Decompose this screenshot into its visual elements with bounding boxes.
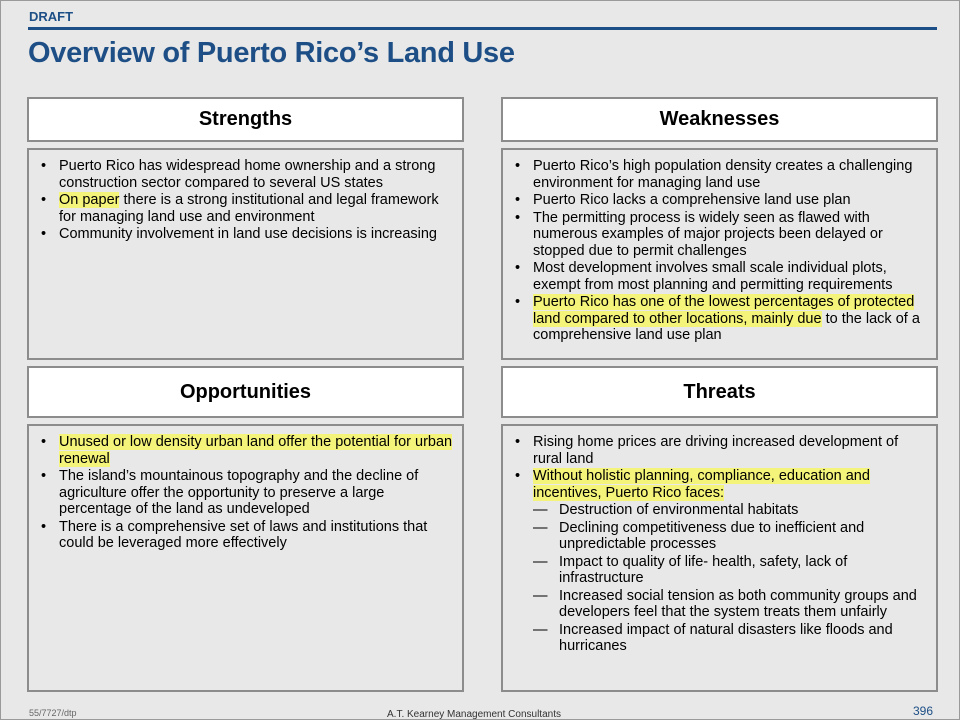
- sub-list-item: — Increased social tension as both community groups and developers feel that the system treats them unfairly: [533, 588, 928, 621]
- threats-sublist: [533, 502, 928, 655]
- highlighted-text: Puerto Rico has one of the lowest percentages of protected land compared to other locations, mainly due: [533, 294, 915, 327]
- list-item: [511, 468, 928, 655]
- weaknesses-heading: Weaknesses: [659, 108, 780, 130]
- list-item: • On paper there is a strong institutional and legal framework for managing land use and environment: [37, 192, 454, 225]
- list-item: • Puerto Rico’s high population density creates a challenging environment for managing land use: [511, 158, 928, 191]
- document-code: 55/7727/dtp: [29, 708, 77, 718]
- list-item: • Community involvement in land use decisions is increasing: [37, 226, 454, 243]
- firm-name: A.T. Kearney Management Consultants: [387, 709, 561, 720]
- list-item: • Most development involves small scale individual plots, exempt from most planning and permitting requirements: [511, 260, 928, 293]
- highlighted-text: Unused or low density urban land offer the potential for urban renewal: [59, 434, 453, 467]
- opportunities-panel: [27, 424, 464, 692]
- highlighted-text: Without holistic planning, compliance, education and incentives, Puerto Rico faces:: [533, 468, 870, 501]
- weaknesses-panel: [501, 148, 938, 360]
- threats-heading-box: [501, 366, 938, 418]
- opportunities-heading-box: [27, 366, 464, 418]
- threats-list: [511, 434, 928, 655]
- list-item: • The permitting process is widely seen as flawed with numerous examples of major projects been delayed or stopped due to permit challenges: [511, 210, 928, 260]
- list-item: • Puerto Rico has widespread home ownership and a strong construction sector compared to several US states: [37, 158, 454, 191]
- list-item: [37, 434, 454, 467]
- strengths-panel: [27, 148, 464, 360]
- threats-heading: Threats: [683, 380, 756, 403]
- list-item: • Puerto Rico lacks a comprehensive land use plan: [511, 192, 928, 209]
- page-number: 396: [913, 704, 934, 718]
- page-title: Overview of Puerto Rico’s Land Use: [28, 37, 515, 69]
- strengths-heading: Strengths: [198, 108, 293, 130]
- weaknesses-list: [511, 158, 928, 344]
- sub-list-item: — Increased impact of natural disasters like floods and hurricanes: [533, 622, 928, 655]
- opportunities-heading: Opportunities: [179, 380, 312, 403]
- weaknesses-heading-box: [501, 97, 938, 142]
- sub-list-item: — Declining competitiveness due to inefficient and unpredictable processes: [533, 520, 928, 553]
- strengths-heading-box: [27, 97, 464, 142]
- list-item: • Puerto Rico has one of the lowest percentages of protected land compared to other locations, mainly due to the lack of a comprehensive land use plan: [511, 294, 928, 344]
- sub-list-item: — Destruction of environmental habitats: [533, 502, 928, 519]
- highlighted-text: On paper: [59, 192, 120, 208]
- draft-label: DRAFT: [29, 9, 74, 24]
- list-item: • There is a comprehensive set of laws and institutions that could be leveraged more effectively: [37, 519, 454, 552]
- list-item: • The island’s mountainous topography and the decline of agriculture offer the opportunity to preserve a large percentage of the land as undeveloped: [37, 468, 454, 518]
- sub-list-item: — Impact to quality of life- health, safety, lack of infrastructure: [533, 554, 928, 587]
- threats-panel: [501, 424, 938, 692]
- strengths-list: [37, 158, 454, 243]
- opportunities-list: [37, 434, 454, 552]
- header-rule: [28, 27, 937, 30]
- list-item: • Rising home prices are driving increased development of rural land: [511, 434, 928, 467]
